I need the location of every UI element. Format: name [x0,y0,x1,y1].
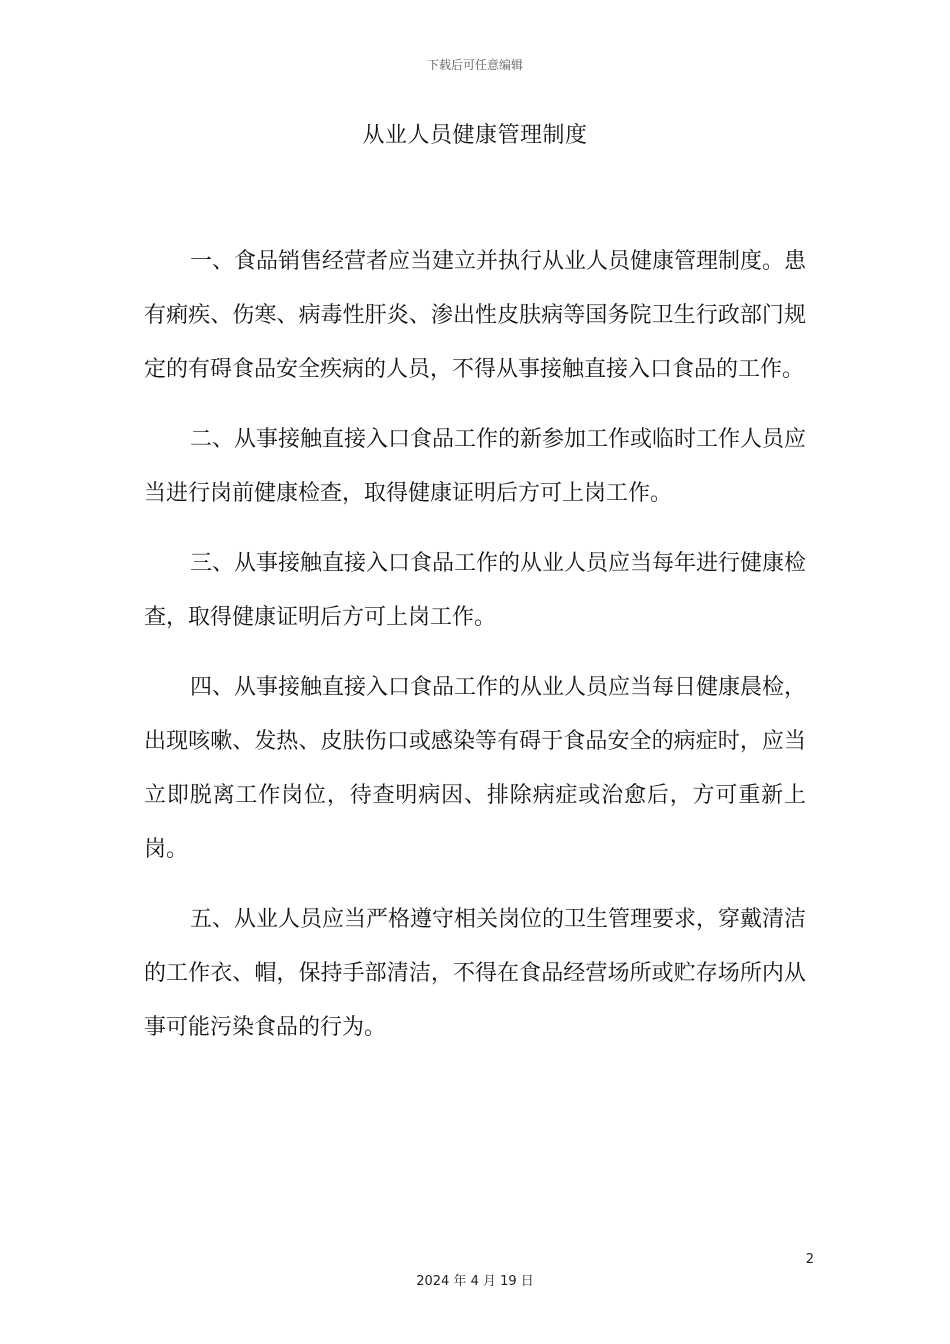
paragraph-4: 四、从事接触直接入口食品工作的从业人员应当每日健康晨检，出现咳嗽、发热、皮肤伤口或感染等有碍于食品安全的病症时，应当立即脱离工作岗位，待查明病因、排除病症或治愈后，方可重新上岗。 [144,675,807,862]
document-title: 从业人员健康管理制度 [362,123,588,148]
paragraph-1: 一、食品销售经营者应当建立并执行从业人员健康管理制度。患有痢疾、伤寒、病毒性肝炎、渗出性皮肤病等国务院卫生行政部门规定的有碍食品安全疾病的人员，不得从事接触直接入口食品的工作。 [144,249,807,382]
document-body [144,235,806,1071]
header-note: 下载后可任意编辑 [426,58,523,72]
paragraph-5: 五、从业人员应当严格遵守相关岗位的卫生管理要求，穿戴清洁的工作衣、帽，保持手部清洁，不得在食品经营场所或贮存场所内从事可能污染食品的行为。 [144,907,807,1040]
paragraph-3: 三、从事接触直接入口食品工作的从业人员应当每年进行健康检查，取得健康证明后方可上岗工作。 [144,551,807,630]
paragraph-2: 二、从事接触直接入口食品工作的新参加工作或临时工作人员应当进行岗前健康检查，取得健康证明后方可上岗工作。 [144,427,807,506]
page-number: 2 [805,1252,814,1267]
footer-date: 2024 年 4 月 19 日 [416,1274,534,1289]
